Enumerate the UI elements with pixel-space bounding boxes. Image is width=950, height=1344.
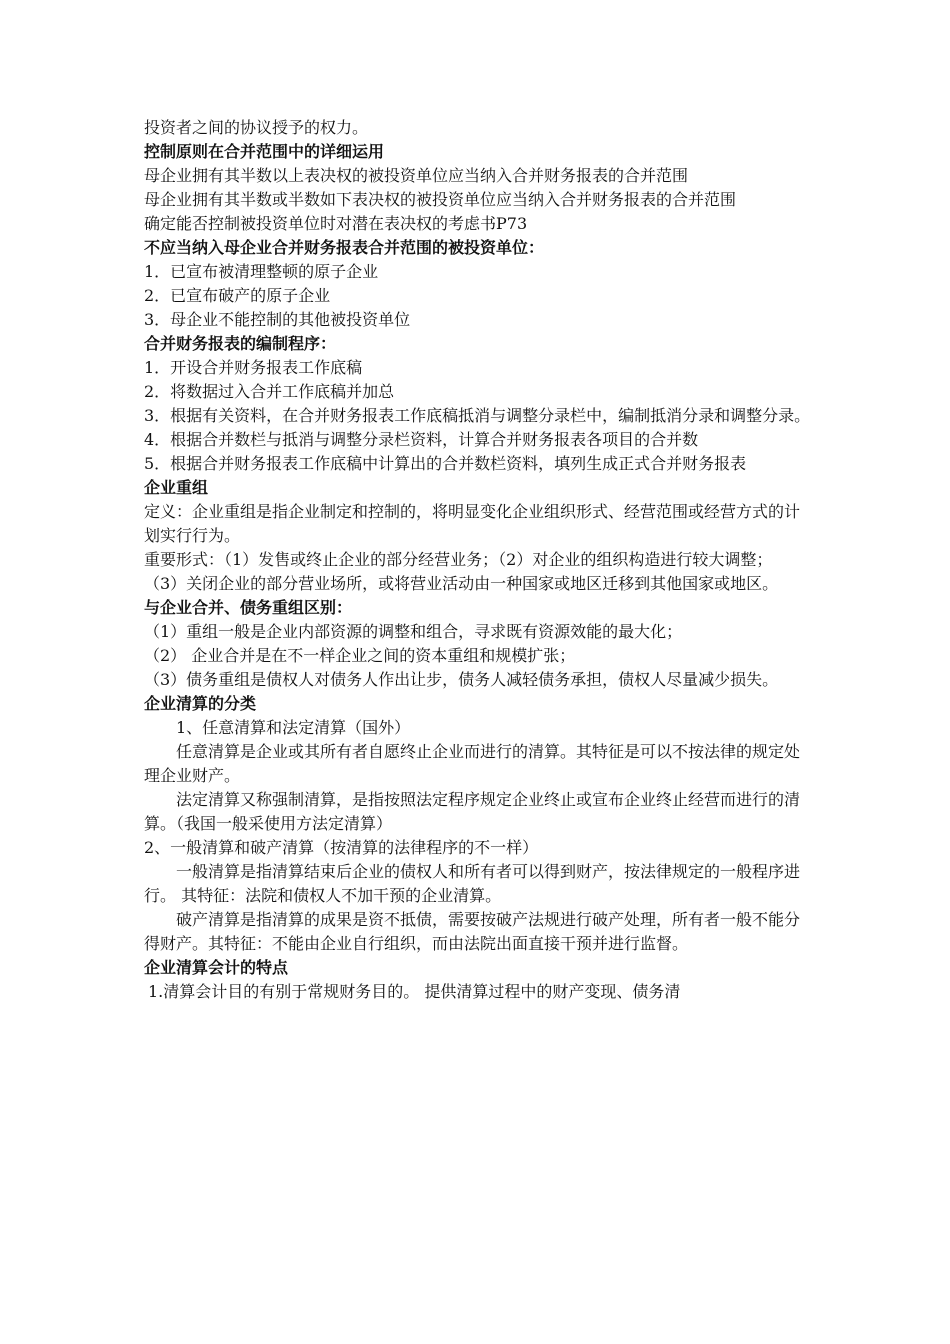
list-item: （2） 企业合并是在不一样企业之间的资本重组和规模扩张；	[144, 646, 576, 665]
list-item: 3．根据有关资料，在合并财务报表工作底稿抵消与调整分录栏中，编制抵消分录和调整分录。	[144, 406, 811, 425]
list-item: 3．母企业不能控制的其他被投资单位	[144, 310, 411, 329]
list-item: 4．根据合并数栏与抵消与调整分录栏资料，计算合并财务报表各项目的合并数	[144, 430, 699, 449]
subsection-title: 2、一般清算和破产清算（按清算的法律程序的不一样）	[144, 838, 539, 857]
list-item: 1．已宣布被清理整顿的原子企业	[144, 262, 379, 281]
list-item: （1）重组一般是企业内部资源的调整和组合，寻求既有资源效能的最大化；	[144, 622, 683, 641]
paragraph: 破产清算是指清算的成果是资不抵债，需要按破产法规进行破产处理，所有者一般不能分得财产。其特征：不能由企业自行组织，而由法院出面直接干预并进行监督。	[144, 910, 801, 953]
paragraph: 母企业拥有其半数以上表决权的被投资单位应当纳入合并财务报表的合并范围	[144, 166, 689, 185]
paragraph: 母企业拥有其半数或半数如下表决权的被投资单位应当纳入合并财务报表的合并范围	[144, 190, 737, 209]
section-heading: 企业清算的分类	[144, 694, 257, 713]
section-heading: 企业重组	[144, 478, 209, 497]
list-item: 2．已宣布破产的原子企业	[144, 286, 331, 305]
paragraph: 一般清算是指清算结束后企业的债权人和所有者可以得到财产，按法律规定的一般程序进行。 其特征：法院和债权人不加干预的企业清算。	[144, 862, 801, 905]
list-item: 1．开设合并财务报表工作底稿	[144, 358, 363, 377]
list-item: 2．将数据过入合并工作底稿并加总	[144, 382, 395, 401]
section-heading: 控制原则在合并范围中的详细运用	[144, 142, 385, 161]
section-heading: 企业清算会计的特点	[144, 958, 289, 977]
paragraph: 法定清算又称强制清算，是指按照法定程序规定企业终止或宣布企业终止经营而进行的清算。（我国一般采使用方法定清算）	[144, 790, 801, 833]
paragraph: （3）关闭企业的部分营业场所，或将营业活动由一种国家或地区迁移到其他国家或地区。	[144, 574, 779, 593]
paragraph: 确定能否控制被投资单位时对潜在表决权的考虑书P73	[144, 214, 528, 233]
document-body	[144, 116, 814, 1004]
paragraph: 重要形式：（1）发售或终止企业的部分经营业务；（2）对企业的组织构造进行较大调整；	[144, 550, 773, 569]
subsection-title: 1、任意清算和法定清算（国外）	[176, 718, 411, 737]
list-item: （3）债务重组是债权人对债务人作出让步，债务人减轻债务承担，债权人尽量减少损失。	[144, 670, 779, 689]
list-item: 5．根据合并财务报表工作底稿中计算出的合并数栏资料，填列生成正式合并财务报表	[144, 454, 747, 473]
list-item: 1.清算会计目的有别于常规财务目的。 提供清算过程中的财产变现、债务清	[148, 982, 681, 1001]
paragraph: 定义：企业重组是指企业制定和控制的，将明显变化企业组织形式、经营范围或经营方式的计划实行行为。	[144, 502, 801, 545]
paragraph: 任意清算是企业或其所有者自愿终止企业而进行的清算。其特征是可以不按法律的规定处理企业财产。	[144, 742, 801, 785]
section-heading: 与企业合并、债务重组区别：	[144, 598, 353, 617]
section-heading: 合并财务报表的编制程序：	[144, 334, 337, 353]
paragraph: 投资者之间的协议授予的权力。	[144, 118, 369, 137]
section-heading: 不应当纳入母企业合并财务报表合并范围的被投资单位：	[144, 238, 545, 257]
